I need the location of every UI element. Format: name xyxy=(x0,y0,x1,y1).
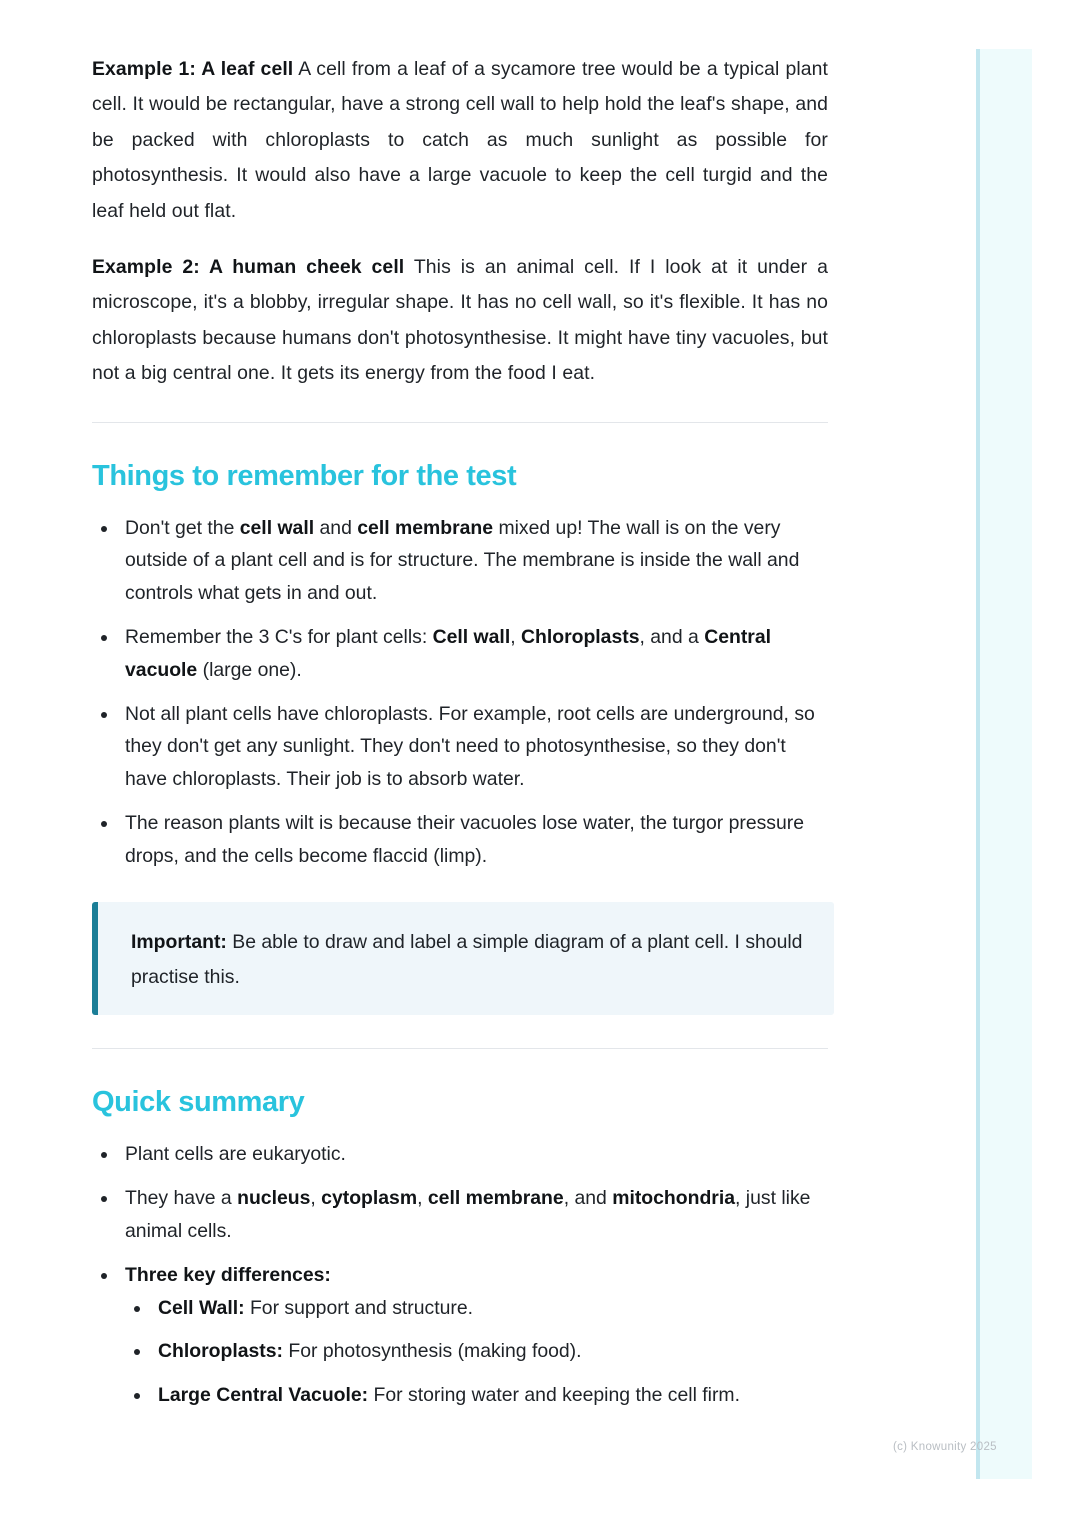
difference-label: Cell Wall: xyxy=(158,1296,245,1319)
list-item xyxy=(92,1259,828,1412)
document-content xyxy=(92,52,828,1412)
list-item-text: , just like animal cells. xyxy=(125,1187,811,1243)
remember-heading: Things to remember for the test xyxy=(92,459,517,492)
copyright-text: (c) Knowunity 2025 xyxy=(893,1441,997,1453)
list-item-text: and xyxy=(314,516,358,539)
list-item xyxy=(92,512,828,610)
list-item: Plant cells are eukaryotic. xyxy=(92,1138,828,1171)
example-1-text: A cell from a leaf of a sycamore tree would be a typical plant cell. It would be rectangular, have a strong cell wall to help hold the leaf's shape, and be packed with chloroplasts to catch as much sunlight as possible for photosynthesis. It would also have a large vacuole to keep the cell turgid and the leaf held out flat. xyxy=(92,58,829,222)
difference-text: For photosynthesis (making food). xyxy=(282,1340,582,1363)
difference-text: For storing water and keeping the cell firm. xyxy=(368,1384,740,1407)
list-item-text: Don't get the xyxy=(125,516,240,539)
list-item-bold: Cell wall xyxy=(432,626,511,649)
difference-item xyxy=(125,1292,828,1325)
list-item: The reason plants wilt is because their vacuoles lose water, the turgor pressure drops, and the cells become flaccid (limp). xyxy=(92,807,828,873)
differences-list xyxy=(125,1292,828,1412)
list-item-bold: Central vacuole xyxy=(125,626,771,681)
list-item-bold: Chloroplasts xyxy=(520,626,640,649)
list-item-text: (large one). xyxy=(197,658,302,681)
list-item-bold: cell membrane xyxy=(357,516,494,539)
difference-label: Chloroplasts: xyxy=(158,1340,283,1363)
list-item-text: Remember the 3 C's for plant cells: xyxy=(125,626,433,649)
list-item-bold: mitochondria xyxy=(612,1187,736,1210)
list-item-bold: cytoplasm xyxy=(321,1187,418,1210)
difference-label: Large Central Vacuole: xyxy=(158,1384,369,1407)
callout-label: Important: xyxy=(131,930,227,953)
list-item-text: , xyxy=(510,626,521,649)
section-divider xyxy=(92,422,828,423)
list-item: Not all plant cells have chloroplasts. For example, root cells are underground, so they don't get any sunlight. They don't need to photosynthesise, so they don't have chloroplasts. Their job is to absorb water. xyxy=(92,698,828,796)
difference-text: For support and structure. xyxy=(244,1296,474,1319)
example-2-label: Example 2: A human cheek cell xyxy=(92,256,405,279)
list-item-bold: cell wall xyxy=(239,516,315,539)
example-1-label: Example 1: A leaf cell xyxy=(92,58,294,80)
margin-sidebar xyxy=(976,49,1032,1479)
difference-item xyxy=(125,1335,828,1368)
section-divider xyxy=(92,1048,828,1049)
list-item xyxy=(92,1182,828,1248)
differences-label: Three key differences: xyxy=(125,1263,331,1286)
list-item-text: mixed up! The wall is on the very outside of a plant cell and is for structure. The membrane is inside the wall and controls what gets in and out. xyxy=(125,516,800,605)
important-callout xyxy=(92,902,834,1016)
list-item-text: , and xyxy=(563,1187,613,1210)
difference-item xyxy=(125,1379,828,1412)
summary-list xyxy=(92,1138,828,1412)
list-item-text: , and a xyxy=(639,626,705,649)
example-2-paragraph xyxy=(92,250,828,392)
list-item-text: , xyxy=(417,1187,428,1210)
callout-text: Be able to draw and label a simple diagram of a plant cell. I should practise this. xyxy=(131,930,803,989)
list-item xyxy=(92,621,828,687)
list-item-text: , xyxy=(310,1187,322,1210)
list-item-text: They have a xyxy=(125,1187,238,1210)
summary-heading: Quick summary xyxy=(92,1086,305,1119)
list-item-bold: cell membrane xyxy=(427,1187,564,1210)
remember-list xyxy=(92,512,828,873)
example-1-paragraph xyxy=(92,52,828,229)
list-item-bold: nucleus xyxy=(237,1187,311,1210)
example-2-text: This is an animal cell. If I look at it under a microscope, it's a blobby, irregular shape. It has no cell wall, so it's flexible. It has no chloroplasts because humans don't photosynthesise. It might have tiny vacuoles, but not a big central one. It gets its energy from the food I eat. xyxy=(92,256,828,385)
